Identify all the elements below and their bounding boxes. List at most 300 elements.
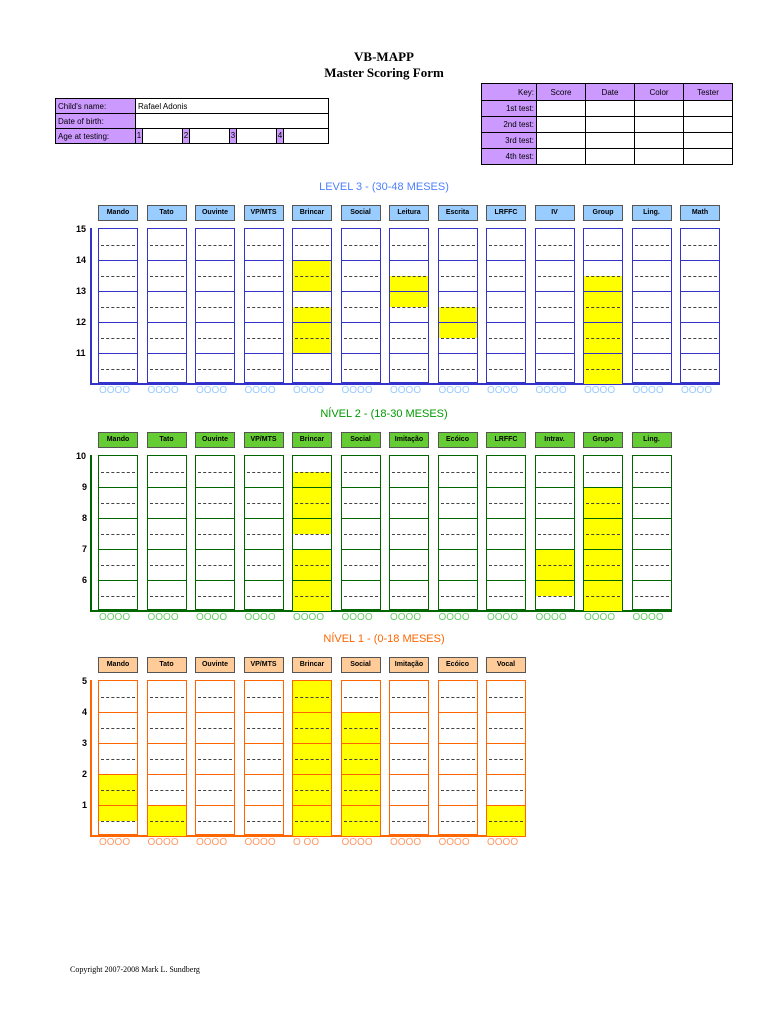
- domain-header: Ouvinte: [195, 205, 235, 221]
- half-tick: [441, 759, 475, 760]
- cell-line: [245, 291, 283, 292]
- test-circles[interactable]: OOOO: [99, 837, 131, 848]
- half-tick: [150, 503, 184, 504]
- half-tick: [295, 759, 329, 760]
- cell-line: [196, 291, 234, 292]
- domain-column[interactable]: [292, 455, 332, 610]
- test-circles[interactable]: OOOO: [438, 612, 470, 623]
- domain-column[interactable]: [244, 228, 284, 383]
- half-tick: [198, 472, 232, 473]
- half-tick: [635, 503, 669, 504]
- domain-column[interactable]: [147, 228, 187, 383]
- half-tick: [538, 338, 572, 339]
- half-tick: [441, 596, 475, 597]
- cell-line: [245, 805, 283, 806]
- cell-line: [99, 487, 137, 488]
- half-tick: [683, 338, 717, 339]
- milestone-number: 2: [82, 769, 88, 779]
- half-tick: [344, 369, 378, 370]
- age-slot-2[interactable]: 2: [183, 129, 230, 143]
- test-circles[interactable]: OOOO: [390, 612, 422, 623]
- cell-line: [342, 260, 380, 261]
- half-tick: [150, 790, 184, 791]
- half-tick: [635, 369, 669, 370]
- cell-line: [245, 712, 283, 713]
- half-tick: [392, 534, 426, 535]
- half-tick: [489, 596, 523, 597]
- cell-line: [342, 712, 380, 713]
- domain-header: Social: [341, 205, 381, 221]
- domain-header: Ling.: [632, 205, 672, 221]
- key-cell[interactable]: [586, 149, 635, 165]
- cell-line: [536, 322, 574, 323]
- half-tick: [538, 369, 572, 370]
- domain-column[interactable]: [389, 455, 429, 610]
- half-tick: [441, 821, 475, 822]
- domain-header: Brincar: [292, 657, 332, 673]
- half-tick: [247, 472, 281, 473]
- half-tick: [247, 503, 281, 504]
- key-cell[interactable]: [537, 101, 586, 117]
- cell-line: [390, 805, 428, 806]
- half-tick: [198, 534, 232, 535]
- cell-line: [293, 353, 331, 354]
- key-cell[interactable]: [586, 133, 635, 149]
- half-tick: [489, 697, 523, 698]
- half-tick: [441, 697, 475, 698]
- half-tick: [198, 697, 232, 698]
- cell-line: [536, 580, 574, 581]
- cell-line: [584, 260, 622, 261]
- domain-column[interactable]: [389, 228, 429, 383]
- half-tick: [150, 565, 184, 566]
- key-cell[interactable]: [684, 101, 733, 117]
- key-cell[interactable]: [635, 117, 684, 133]
- cell-line: [293, 712, 331, 713]
- cell-line: [245, 518, 283, 519]
- half-tick: [150, 728, 184, 729]
- cell-line: [99, 805, 137, 806]
- test-circles[interactable]: OOOO: [390, 837, 422, 848]
- cell-line: [487, 291, 525, 292]
- domain-header: Tato: [147, 205, 187, 221]
- cell-line: [487, 712, 525, 713]
- cell-line: [99, 353, 137, 354]
- cell-line: [99, 260, 137, 261]
- domain-header: Ling.: [632, 432, 672, 448]
- half-tick: [441, 790, 475, 791]
- milestone-number: 15: [76, 224, 87, 234]
- half-tick: [150, 697, 184, 698]
- cell-line: [196, 518, 234, 519]
- half-tick: [344, 276, 378, 277]
- domain-header: IV: [535, 205, 575, 221]
- half-tick: [586, 596, 620, 597]
- test-circles[interactable]: OOOO: [487, 837, 519, 848]
- half-tick: [101, 472, 135, 473]
- domain-column[interactable]: [98, 228, 138, 383]
- cell-line: [584, 549, 622, 550]
- domain-column[interactable]: [292, 680, 332, 835]
- cell-line: [245, 260, 283, 261]
- test-circles[interactable]: OOOO: [99, 385, 131, 396]
- half-tick: [198, 728, 232, 729]
- cell-line: [99, 291, 137, 292]
- cell-line: [536, 353, 574, 354]
- half-tick: [101, 790, 135, 791]
- half-tick: [392, 697, 426, 698]
- half-tick: [635, 276, 669, 277]
- domain-column[interactable]: [98, 680, 138, 835]
- domain-header: Mando: [98, 432, 138, 448]
- half-tick: [344, 596, 378, 597]
- test-circles[interactable]: OOOO: [487, 612, 519, 623]
- test-circles[interactable]: OOOO: [244, 837, 276, 848]
- test-circles[interactable]: OOOO: [196, 385, 228, 396]
- level-title: LEVEL 3 - (30-48 MESES): [319, 181, 449, 193]
- cell-line: [293, 743, 331, 744]
- half-tick: [392, 565, 426, 566]
- domain-column[interactable]: [341, 680, 381, 835]
- key-cell[interactable]: [537, 117, 586, 133]
- milestone-number: 13: [76, 286, 87, 296]
- cell-line: [196, 487, 234, 488]
- half-tick: [489, 821, 523, 822]
- half-tick: [538, 472, 572, 473]
- half-tick: [392, 276, 426, 277]
- half-tick: [635, 307, 669, 308]
- half-tick: [101, 759, 135, 760]
- key-cell[interactable]: [635, 101, 684, 117]
- domain-column[interactable]: [438, 455, 478, 610]
- domain-header: Intrav.: [535, 432, 575, 448]
- dob-field[interactable]: [136, 114, 329, 129]
- half-tick: [586, 472, 620, 473]
- domain-header: VP/MTS: [244, 205, 284, 221]
- half-tick: [586, 307, 620, 308]
- half-tick: [295, 565, 329, 566]
- half-tick: [247, 307, 281, 308]
- half-tick: [247, 728, 281, 729]
- domain-column[interactable]: [486, 228, 526, 383]
- key-cell[interactable]: [684, 149, 733, 165]
- age-slot-4[interactable]: 4: [277, 129, 324, 143]
- cell-line: [681, 260, 719, 261]
- test-circles[interactable]: OOOO: [535, 385, 567, 396]
- cell-line: [390, 549, 428, 550]
- milestone-number: 9: [82, 482, 88, 492]
- cell-line: [293, 322, 331, 323]
- test-circles[interactable]: OOOO: [681, 385, 713, 396]
- half-tick: [392, 790, 426, 791]
- age-slot-1[interactable]: 1: [136, 129, 183, 143]
- cell-line: [196, 549, 234, 550]
- cell-line: [245, 353, 283, 354]
- half-tick: [489, 338, 523, 339]
- half-tick: [344, 534, 378, 535]
- half-tick: [683, 245, 717, 246]
- test-circles[interactable]: OOOO: [487, 385, 519, 396]
- half-tick: [392, 759, 426, 760]
- half-tick: [586, 276, 620, 277]
- test-circles[interactable]: OOOO: [341, 385, 373, 396]
- half-tick: [586, 565, 620, 566]
- key-cell[interactable]: [586, 101, 635, 117]
- score-fill: [584, 307, 622, 385]
- cell-line: [439, 487, 477, 488]
- test-circles[interactable]: OOOO: [390, 385, 422, 396]
- dob-label: Date of birth:: [56, 114, 136, 129]
- key-row-label: 3rd test:: [482, 133, 537, 149]
- form-title: VB-MAPP: [354, 49, 414, 64]
- test-circles[interactable]: OOOO: [293, 385, 325, 396]
- domain-column[interactable]: [535, 455, 575, 610]
- domain-column[interactable]: [389, 680, 429, 835]
- cell-line: [487, 353, 525, 354]
- cell-line: [148, 580, 186, 581]
- domain-header: VP/MTS: [244, 657, 284, 673]
- cell-line: [342, 487, 380, 488]
- half-tick: [441, 534, 475, 535]
- test-circles[interactable]: OOOO: [438, 385, 470, 396]
- childs-name-field[interactable]: Rafael Adonis: [136, 99, 329, 114]
- domain-column[interactable]: [147, 455, 187, 610]
- cell-line: [584, 291, 622, 292]
- milestone-number: 5: [82, 676, 88, 686]
- domain-header: Imitação: [389, 432, 429, 448]
- domain-header: Ecóico: [438, 657, 478, 673]
- domain-header: Math: [680, 205, 720, 221]
- test-circles[interactable]: OOOO: [147, 385, 179, 396]
- key-cell[interactable]: [586, 117, 635, 133]
- half-tick: [295, 596, 329, 597]
- half-tick: [489, 759, 523, 760]
- domain-column[interactable]: [244, 680, 284, 835]
- cell-line: [148, 291, 186, 292]
- cell-line: [148, 805, 186, 806]
- test-circles[interactable]: OOOO: [632, 385, 664, 396]
- test-circles[interactable]: OOOO: [147, 837, 179, 848]
- age-fields: [136, 129, 329, 144]
- half-tick: [538, 245, 572, 246]
- half-tick: [392, 307, 426, 308]
- domain-column[interactable]: [341, 228, 381, 383]
- cell-line: [439, 322, 477, 323]
- cell-line: [633, 353, 671, 354]
- key-row-label: 2nd test:: [482, 117, 537, 133]
- age-label: Age at testing:: [56, 129, 136, 144]
- test-circles[interactable]: OOOO: [438, 837, 470, 848]
- cell-line: [681, 291, 719, 292]
- half-tick: [198, 245, 232, 246]
- test-circles[interactable]: OOOO: [293, 612, 325, 623]
- key-cell[interactable]: [635, 133, 684, 149]
- test-circles[interactable]: OOOO: [584, 385, 616, 396]
- cell-line: [633, 549, 671, 550]
- level-title: NÍVEL 1 - (0-18 MESES): [323, 633, 445, 645]
- level-axis: [90, 228, 92, 385]
- half-tick: [441, 565, 475, 566]
- half-tick: [586, 503, 620, 504]
- domain-column[interactable]: [195, 680, 235, 835]
- cell-line: [196, 743, 234, 744]
- cell-line: [99, 774, 137, 775]
- domain-column[interactable]: [632, 228, 672, 383]
- cell-line: [148, 322, 186, 323]
- domain-column[interactable]: [583, 228, 623, 383]
- cell-line: [536, 291, 574, 292]
- cell-line: [293, 487, 331, 488]
- half-tick: [295, 369, 329, 370]
- key-cell[interactable]: [684, 133, 733, 149]
- domain-column[interactable]: [680, 228, 720, 383]
- cell-line: [390, 353, 428, 354]
- cell-line: [439, 353, 477, 354]
- cell-line: [196, 580, 234, 581]
- form-subtitle: Master Scoring Form: [324, 65, 444, 80]
- half-tick: [198, 596, 232, 597]
- cell-line: [390, 774, 428, 775]
- cell-line: [390, 712, 428, 713]
- domain-column[interactable]: [535, 228, 575, 383]
- test-circles[interactable]: OOOO: [584, 612, 616, 623]
- domain-column[interactable]: [147, 680, 187, 835]
- domain-header: LRFFC: [486, 432, 526, 448]
- half-tick: [150, 245, 184, 246]
- half-tick: [489, 276, 523, 277]
- domain-column[interactable]: [486, 455, 526, 610]
- domain-column[interactable]: [341, 455, 381, 610]
- test-circles[interactable]: OOOO: [99, 612, 131, 623]
- domain-column[interactable]: [244, 455, 284, 610]
- domain-header: Ouvinte: [195, 432, 235, 448]
- domain-header: Brincar: [292, 205, 332, 221]
- cell-line: [99, 518, 137, 519]
- half-tick: [683, 307, 717, 308]
- half-tick: [150, 596, 184, 597]
- half-tick: [441, 503, 475, 504]
- key-cell[interactable]: [635, 149, 684, 165]
- half-tick: [150, 338, 184, 339]
- half-tick: [441, 369, 475, 370]
- milestone-number: 12: [76, 317, 87, 327]
- domain-column[interactable]: [195, 228, 235, 383]
- domain-column[interactable]: [632, 455, 672, 610]
- half-tick: [198, 565, 232, 566]
- domain-header: VP/MTS: [244, 432, 284, 448]
- cell-line: [633, 291, 671, 292]
- domain-column[interactable]: [583, 455, 623, 610]
- domain-column[interactable]: [486, 680, 526, 835]
- test-circles[interactable]: OOOO: [341, 612, 373, 623]
- test-circles[interactable]: OOOO: [196, 837, 228, 848]
- cell-line: [439, 549, 477, 550]
- half-tick: [198, 503, 232, 504]
- half-tick: [538, 503, 572, 504]
- test-circles[interactable]: OOOO: [244, 612, 276, 623]
- half-tick: [489, 565, 523, 566]
- half-tick: [295, 790, 329, 791]
- copyright: Copyright 2007-2008 Mark L. Sundberg: [70, 965, 200, 974]
- test-circles[interactable]: O OO: [293, 837, 320, 848]
- half-tick: [101, 534, 135, 535]
- domain-column[interactable]: [195, 455, 235, 610]
- half-tick: [295, 307, 329, 308]
- domain-column[interactable]: [438, 228, 478, 383]
- cell-line: [390, 518, 428, 519]
- domain-header: Social: [341, 432, 381, 448]
- domain-column[interactable]: [292, 228, 332, 383]
- milestone-number: 1: [82, 800, 88, 810]
- cell-line: [439, 580, 477, 581]
- cell-line: [487, 580, 525, 581]
- milestone-number: 10: [76, 451, 87, 461]
- cell-line: [487, 549, 525, 550]
- half-tick: [295, 728, 329, 729]
- cell-line: [148, 549, 186, 550]
- half-tick: [489, 503, 523, 504]
- domain-header: Ecóico: [438, 432, 478, 448]
- half-tick: [198, 338, 232, 339]
- half-tick: [586, 534, 620, 535]
- cell-line: [536, 260, 574, 261]
- half-tick: [101, 276, 135, 277]
- half-tick: [295, 503, 329, 504]
- cell-line: [99, 322, 137, 323]
- key-cell[interactable]: [537, 133, 586, 149]
- key-cell[interactable]: [684, 117, 733, 133]
- domain-column[interactable]: [438, 680, 478, 835]
- age-slot-3[interactable]: 3: [230, 129, 277, 143]
- cell-line: [487, 743, 525, 744]
- half-tick: [344, 728, 378, 729]
- half-tick: [635, 338, 669, 339]
- score-fill: [536, 549, 574, 596]
- cell-line: [439, 518, 477, 519]
- half-tick: [344, 565, 378, 566]
- cell-line: [99, 743, 137, 744]
- domain-header: LRFFC: [486, 205, 526, 221]
- cell-line: [148, 712, 186, 713]
- half-tick: [683, 276, 717, 277]
- half-tick: [489, 790, 523, 791]
- half-tick: [392, 369, 426, 370]
- test-circles[interactable]: OOOO: [244, 385, 276, 396]
- cell-line: [487, 260, 525, 261]
- test-circles[interactable]: OOOO: [147, 612, 179, 623]
- milestone-number: 11: [76, 348, 86, 358]
- cell-line: [293, 518, 331, 519]
- domain-column[interactable]: [98, 455, 138, 610]
- cell-line: [245, 580, 283, 581]
- test-circles[interactable]: OOOO: [535, 612, 567, 623]
- domain-header: Social: [341, 657, 381, 673]
- cell-line: [390, 743, 428, 744]
- cell-line: [342, 353, 380, 354]
- milestone-number: 4: [82, 707, 88, 717]
- domain-header: Vocal: [486, 657, 526, 673]
- key-cell[interactable]: [537, 149, 586, 165]
- cell-line: [342, 549, 380, 550]
- half-tick: [101, 728, 135, 729]
- half-tick: [198, 821, 232, 822]
- domain-header: Group: [583, 205, 623, 221]
- test-circles[interactable]: OOOO: [196, 612, 228, 623]
- half-tick: [392, 728, 426, 729]
- half-tick: [198, 369, 232, 370]
- test-circles[interactable]: OOOO: [341, 837, 373, 848]
- test-circles[interactable]: OOOO: [632, 612, 664, 623]
